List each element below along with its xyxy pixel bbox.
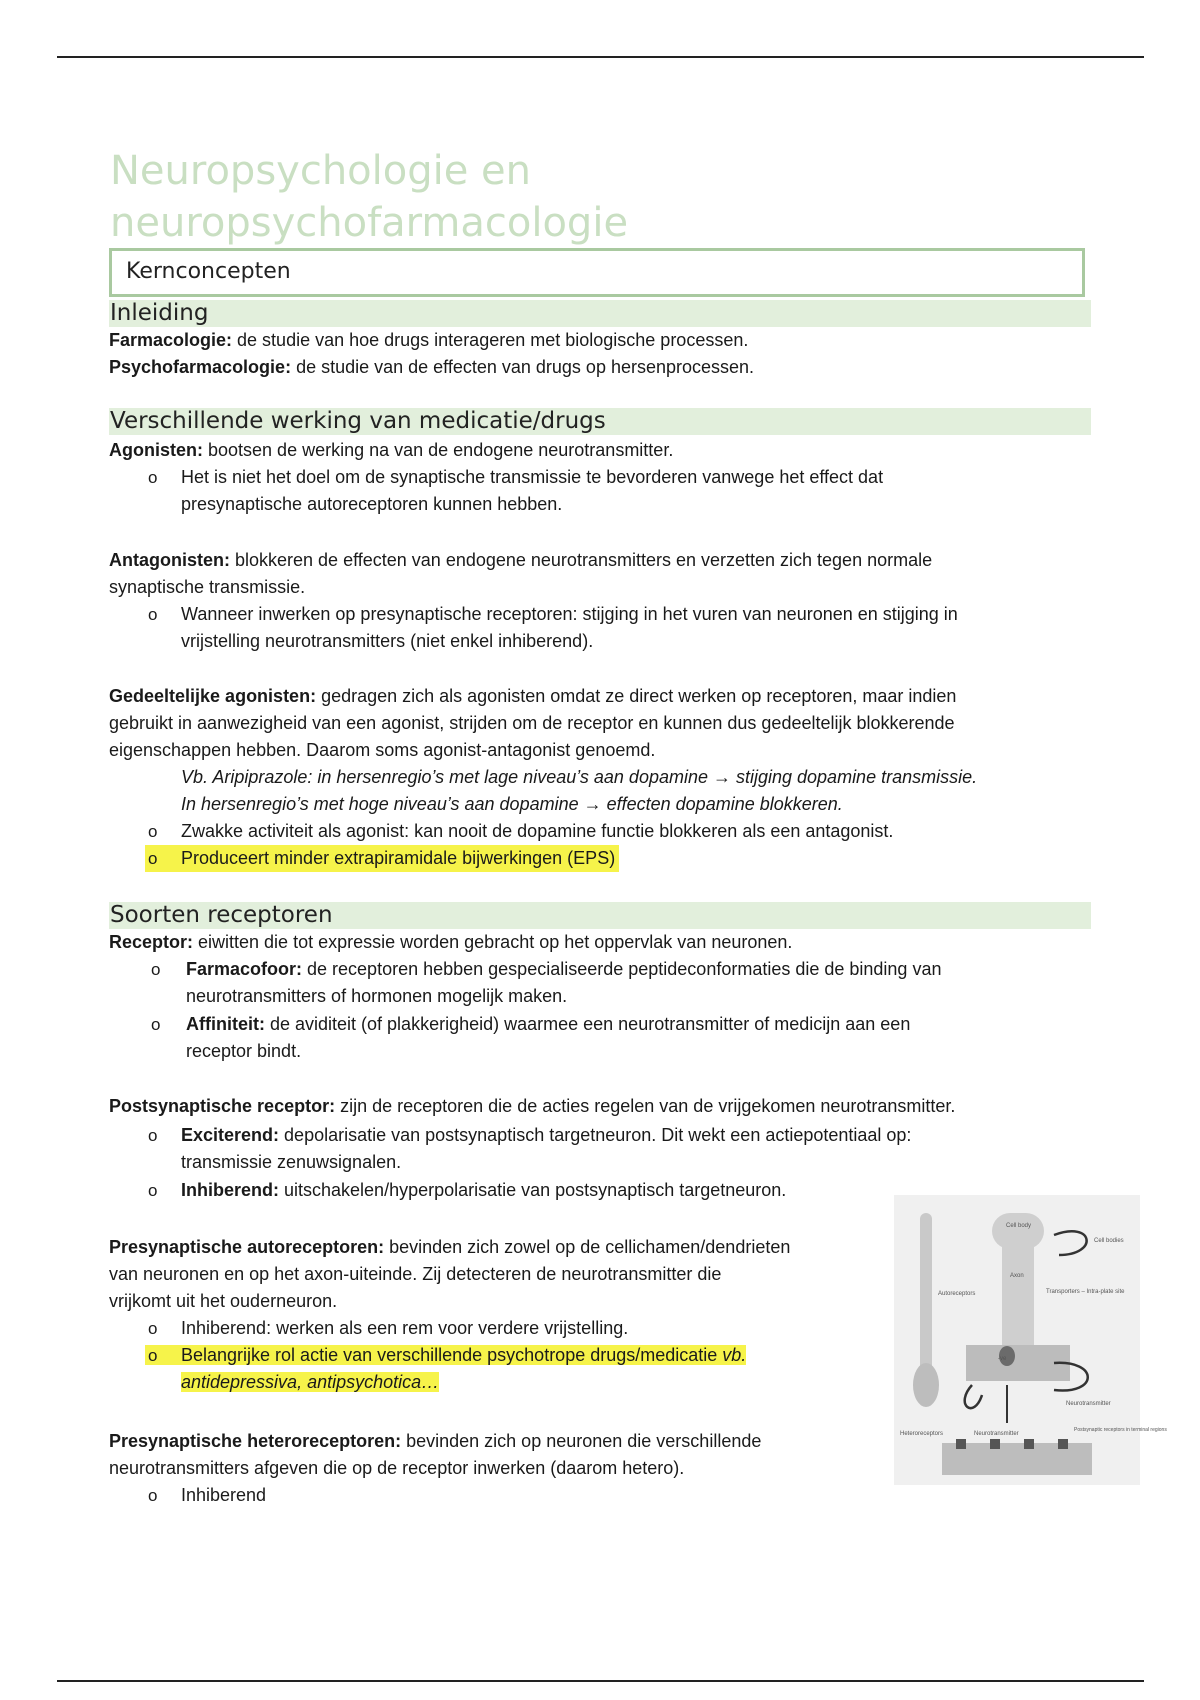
bullet-marker: o [151, 960, 161, 979]
bullet-marker: o [148, 1346, 158, 1365]
heading-inleiding: Inleiding [109, 300, 1091, 327]
header-rule [57, 56, 1144, 58]
bullet-marker: o [148, 1319, 158, 1338]
receptor-site [1058, 1439, 1068, 1449]
bullet-marker: o [148, 849, 158, 868]
list-item-exciterend: Exciterend: depolarisatie van postsynaptisch targetneuron. Dit wekt een actiepotentiaal op: transmissie zenuwsignalen. [181, 1125, 912, 1172]
label-axon: Axon [1010, 1273, 1024, 1279]
paragraph-farmacologie: Farmacologie: de studie van hoe drugs interageren met biologische processen. [109, 330, 749, 350]
paragraph-antagonisten: Antagonisten: blokkeren de effecten van endogene neurotransmitters en verzetten zich tegen normale synaptische transmissie. [109, 550, 933, 597]
bullet-marker: o [148, 1181, 158, 1200]
label-transporters: Transporters – Intra-plate site [1046, 1289, 1125, 1295]
label-postsynaptic: Postsynaptic receptors in terminal regions [1074, 1427, 1167, 1433]
receptor-diagram [894, 1195, 1167, 1485]
list-item-antagonisten-1: Wanneer inwerken op presynaptische receptoren: stijging in het vuren van neuronen en stijging in vrijstelling neurotransmitters (niet enkel inhiberend). [181, 604, 958, 651]
paragraph-heteroreceptoren: Presynaptische heteroreceptoren: bevinden zich op neuronen die verschillende neurotransmitters afgeven die op de receptor inwerken (daarom hetero). [109, 1431, 762, 1478]
label-cell-body: Cell body [1006, 1223, 1032, 1229]
paragraph-gedeeltelijke-agonisten: Gedeeltelijke agonisten: gedragen zich als agonisten omdat ze direct werken op receptoren, maar indien gebruikt in aanwezigheid van een agonist, strijden om de receptor en kunnen dus gedeeltelijk blokkerende eigenschappen hebben. Daarom soms agonist-antagonist genoemd. [109, 686, 957, 760]
bullet-marker: o [148, 468, 158, 487]
bullet-marker: o [151, 1015, 161, 1034]
list-item-hetero-inhiberend: Inhiberend [181, 1485, 267, 1505]
receptor-site [1024, 1439, 1034, 1449]
autoreceptor-terminal [913, 1363, 939, 1407]
paragraph-autoreceptoren: Presynaptische autoreceptoren: bevinden zich zowel op de cellichamen/dendrieten van neuronen en op het axon-uiteinde. Zij detecteren de neurotransmitter die vrijkomt uit het ouderneuron. [109, 1237, 791, 1311]
label-cell-bodies: Cell bodies [1094, 1238, 1124, 1244]
paragraph-psychofarmacologie: Psychofarmacologie: de studie van de effecten van drugs op hersenprocessen. [109, 357, 755, 377]
paragraph-receptor: Receptor: eiwitten die tot expressie worden gebracht op het oppervlak van neuronen. [109, 932, 793, 952]
list-item-auto-inhiberend: Inhiberend: werken als een rem voor verdere vrijstelling. [181, 1318, 629, 1338]
receptor-site [956, 1439, 966, 1449]
list-item-partial-1: Zwakke activiteit als agonist: kan nooit de dopamine functie blokkeren als een antagonist. [181, 821, 894, 841]
label-autoreceptors: Autoreceptors [938, 1291, 976, 1297]
paragraph-postsynaptische-receptor: Postsynaptische receptor: zijn de receptoren die de acties regelen van de vrijgekomen neurotransmitter. [109, 1096, 956, 1116]
label-heteroreceptors: Heteroreceptors [900, 1431, 944, 1437]
list-item-affiniteit: Affiniteit: de aviditeit (of plakkerigheid) waarmee een neurotransmitter of medicijn aan een receptor bindt. [186, 1014, 911, 1061]
list-item-inhiberend: Inhiberend: uitschakelen/hyperpolarisatie van postsynaptisch targetneuron. [181, 1180, 787, 1200]
bullet-marker: o [148, 822, 158, 841]
list-item-auto-belangrijk-highlighted: o Belangrijke rol actie van verschillende psychotrope drugs/medicatie vb. antidepressiva, antipsychotica… [145, 1342, 746, 1396]
footer-rule [57, 1680, 1144, 1682]
heading-werking: Verschillende werking van medicatie/drugs [109, 408, 1091, 435]
list-item-agonisten-1: Het is niet het doel om de synaptische transmissie te bevorderen vanwege het effect dat presynaptische autoreceptoren kunnen hebben. [181, 467, 884, 514]
receptor-diagram-svg [894, 1195, 1167, 1485]
autoreceptor-neuron [920, 1213, 932, 1388]
bullet-marker: o [148, 1126, 158, 1145]
label-ve: -ve [998, 1356, 1007, 1362]
cell-body-shape [992, 1213, 1044, 1249]
example-aripiprazole: Vb. Aripiprazole: in hersenregio’s met lage niveau’s aan dopamine → stijging dopamine transmissie. In hersenregio’s met hoge niveau’s aan dopamine → effecten dopamine blokkeren. [181, 767, 978, 814]
label-neurotransmitter-2: Neurotransmitter [974, 1431, 1019, 1437]
list-item-farmacofoor: Farmacofoor: de receptoren hebben gespecialiseerde peptideconformaties die de binding van neurotransmitters of hormonen mogelijk maken. [186, 959, 942, 1006]
bullet-marker: o [148, 605, 158, 624]
document-title: Neuropsychologie en neuropsychofarmacologie [110, 148, 629, 246]
kernconcepten-heading: Kernconcepten [109, 248, 1085, 297]
paragraph-agonisten: Agonisten: bootsen de werking na van de endogene neurotransmitter. [109, 440, 674, 460]
receptor-site [990, 1439, 1000, 1449]
heading-receptoren: Soorten receptoren [109, 902, 1091, 929]
list-item-partial-2-highlighted: o Produceert minder extrapiramidale bijwerkingen (EPS) [145, 845, 619, 872]
bullet-marker: o [148, 1486, 158, 1505]
label-neurotransmitter: Neurotransmitter [1066, 1401, 1111, 1407]
